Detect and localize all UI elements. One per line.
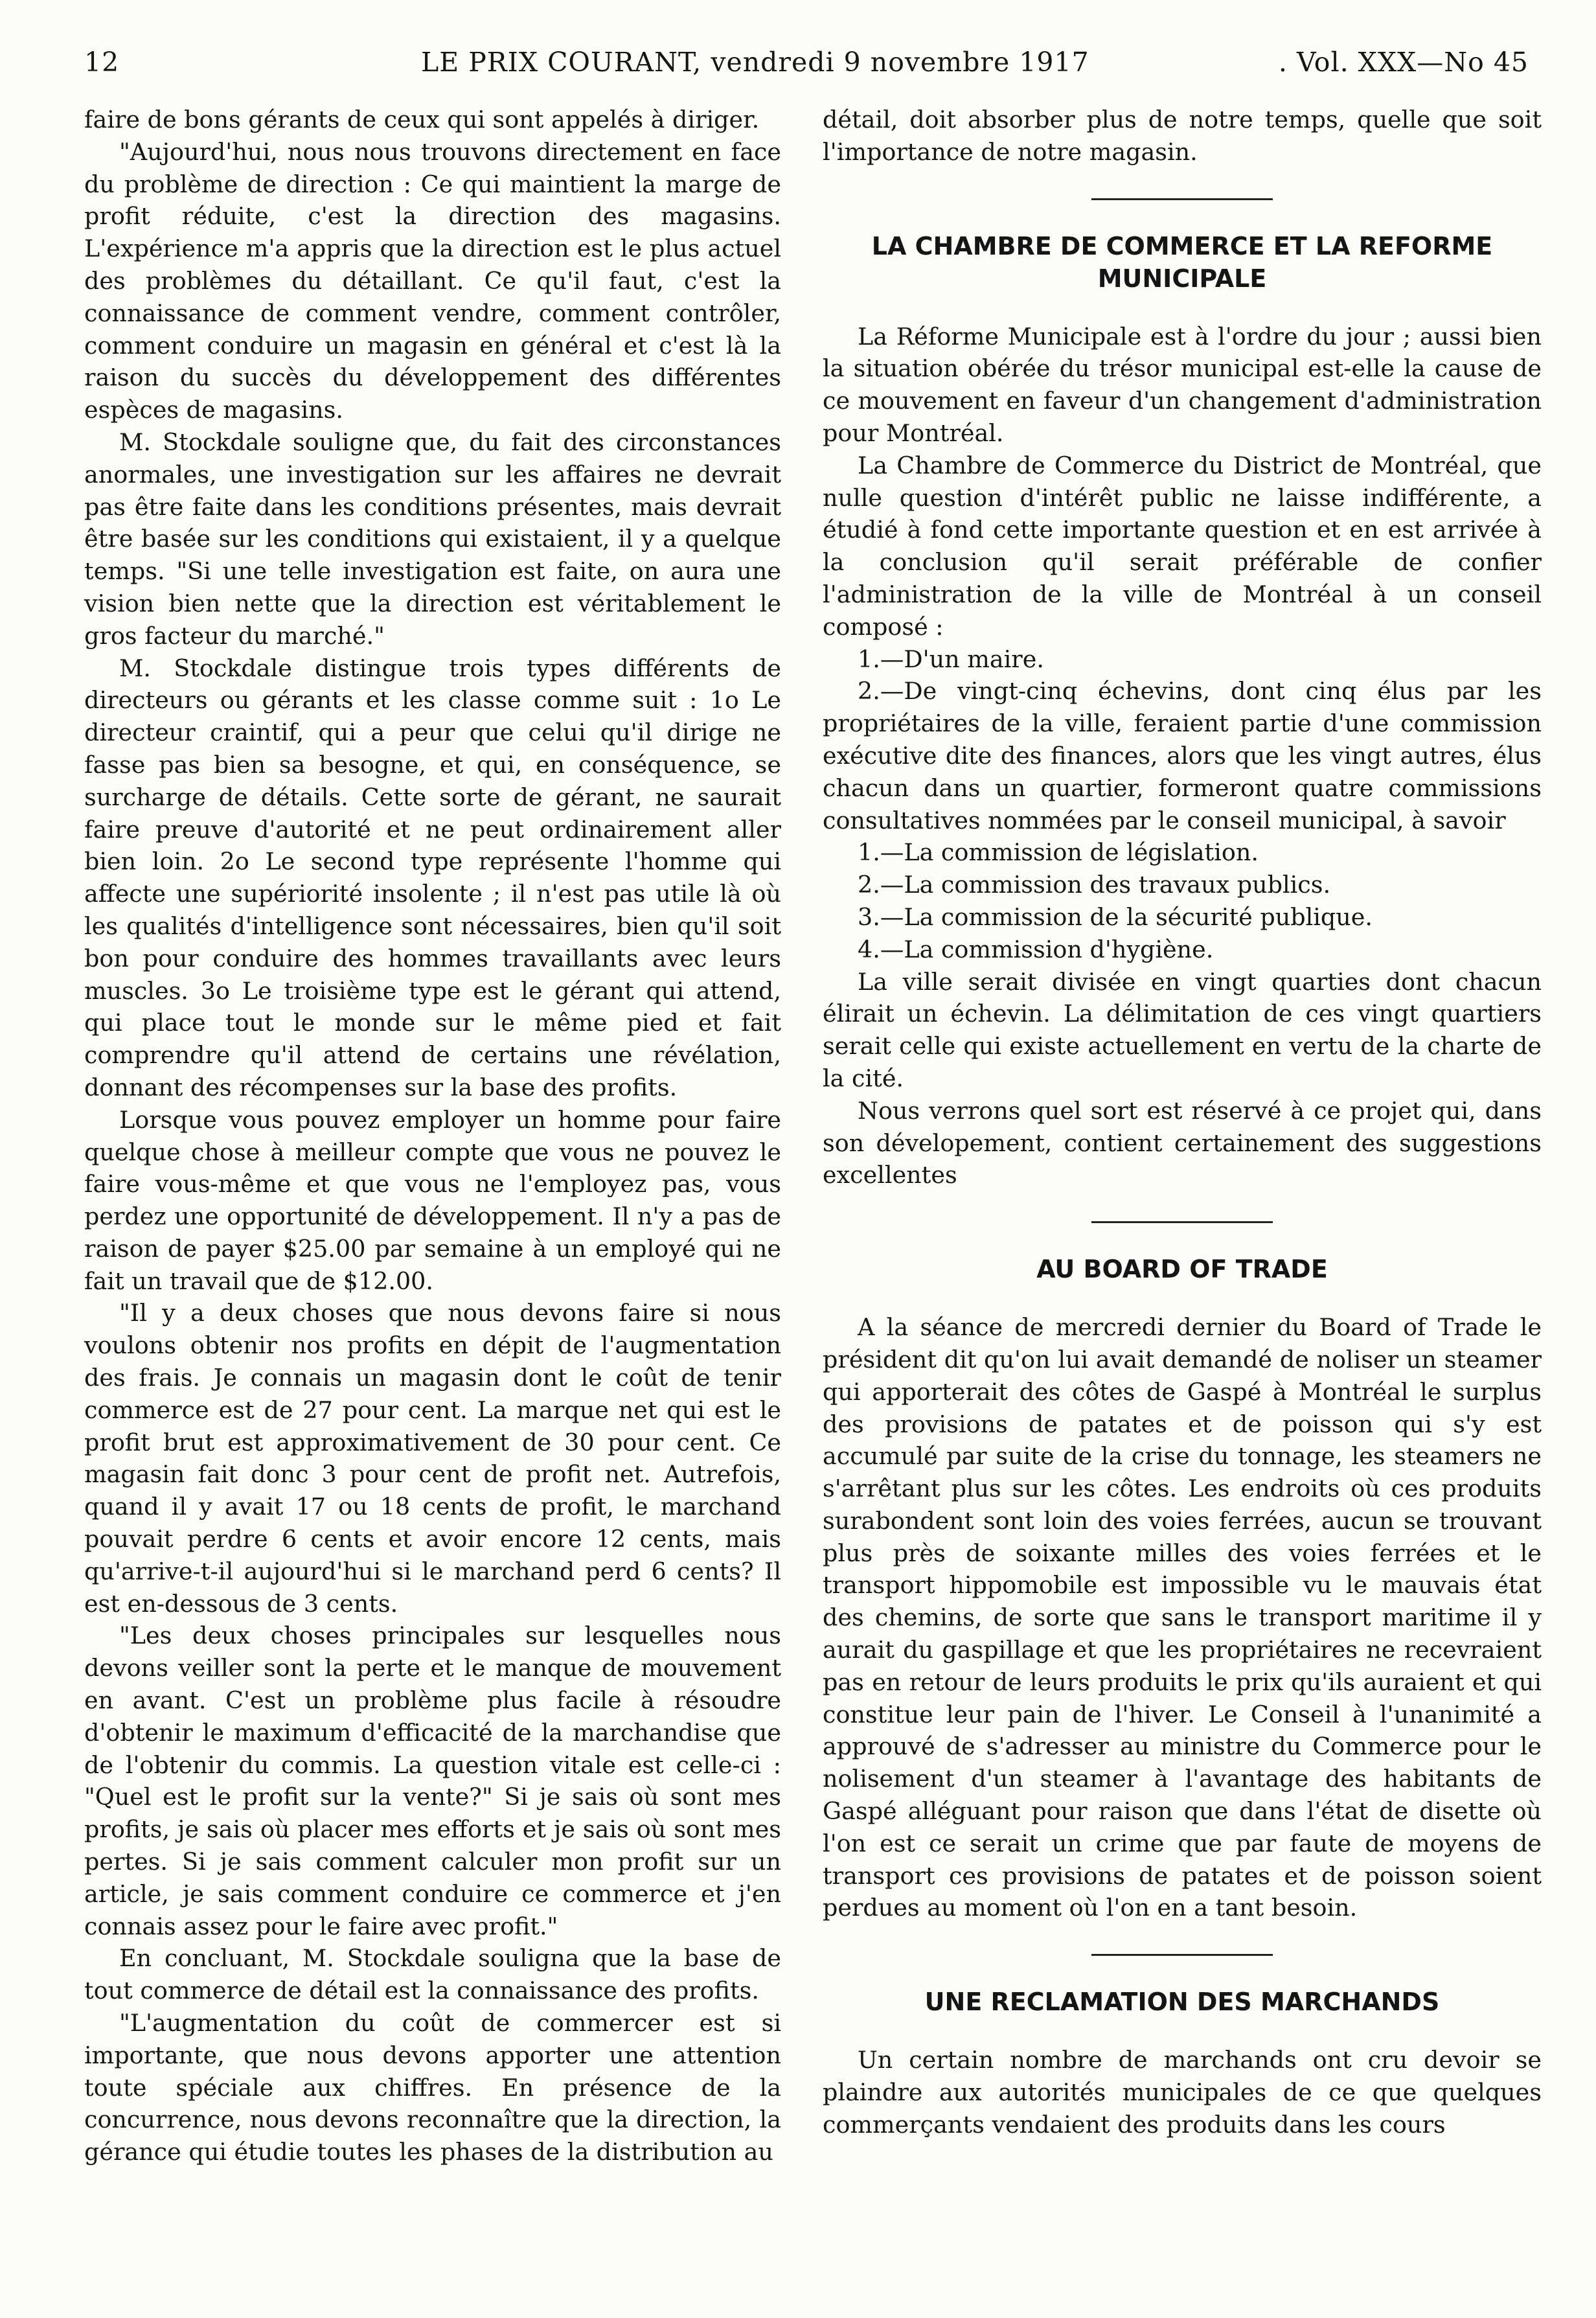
volume-number: . Vol. XXX—No 45 xyxy=(1278,47,1529,78)
running-title: LE PRIX COURANT, vendredi 9 novembre 1917 xyxy=(421,47,1089,78)
paragraph: "Les deux choses principales sur lesquelles nous devons veiller sont la perte et le manque de mouvement en avant. C'est un problème plus facile à résoudre d'obtenir le maximum d'efficacité de la marchandise que de l'obtenir du commis. La question vitale est celle-ci : "Quel est le profit sur la vente?" Si je sais où sont mes profits, je sais où placer mes efforts et je sais où sont mes pertes. Si je sais comment calculer mon profit sur un article, je sais comment conduire ce commerce et j'en connais assez pour le faire avec profit." xyxy=(84,1622,781,1940)
section-divider xyxy=(1091,1221,1273,1223)
section-reclamation-marchands xyxy=(823,1986,1542,2140)
paragraph: M. Stockdale souligne que, du fait des circonstances anormales, une investigation sur les affaires ne devrait pas être faite dans les conditions présentes, mais devrait être basée sur les conditions qui existaient, il y a quelque temps. "Si une telle investigation est faite, on aura une vision bien nette que la direction est véritablement le gros facteur du marché." xyxy=(84,428,781,650)
section-divider xyxy=(1091,1954,1273,1956)
paragraph: "Il y a deux choses que nous devons faire si nous voulons obtenir nos profits en dépit de l'augmentation des frais. Je connais un magasin dont le coût de tenir commerce est de 27 pour cent. La marque net qui est le profit brut est approximativement de 30 pour cent. Ce magasin fait donc 3 pour cent de profit net. Autrefois, quand il y avait 17 ou 18 cents de profit, le marchand pouvait perdre 6 cents et avoir encore 12 cents, mais qu'arrive-t-il aujourd'hui si le marchand perd 6 cents? Il est en-dessous de 3 cents. xyxy=(84,1299,781,1618)
paragraph: La ville serait divisée en vingt quarties dont chacun élirait un échevin. La délimitation de ces vingt quartiers serait celle qui existe actuellement en vertu de la charte de la cité. xyxy=(823,967,1542,1092)
section-board-of-trade xyxy=(823,1253,1542,1924)
left-column xyxy=(84,104,781,2168)
section-heading: AU BOARD OF TRADE xyxy=(1036,1255,1328,1284)
paragraph: faire de bons gérants de ceux qui sont appelés à diriger. xyxy=(84,106,760,133)
list-item: 1.—La commission de législation. xyxy=(858,838,1259,867)
paragraph: La Réforme Municipale est à l'ordre du jour ; aussi bien la situation obérée du trésor municipal est-elle la cause de ce mouvement en faveur d'un changement d'administration pour Montréal. xyxy=(823,322,1542,447)
section-chambre-commerce xyxy=(823,230,1542,1192)
list-item: 3.—La commission de la sécurité publique. xyxy=(858,902,1373,931)
paragraph: Nous verrons quel sort est réservé à ce projet qui, dans son dévelopement, contient certainement des suggestions excellentes xyxy=(823,1096,1542,1189)
paragraph: M. Stockdale distingue trois types différents de directeurs ou gérants et les classe comme suit : 1o Le directeur craintif, qui a peur que celui qu'il dirige ne fasse pas bien sa besogne, et qui, en conséquence, se surcharge de détails. Cette sorte de gérant, ne saurait faire preuve d'autorité et ne peut ordinairement aller bien loin. 2o Le second type représente l'homme qui affecte une supériorité insolente ; il n'est pas utile là où les qualités d'intelligence sont nécessaires, bien qu'il soit bon pour conduire des hommes travaillants avec leurs muscles. 3o Le troisième type est le gérant qui attend, qui place tout le monde sur le même pied et fait comprendre qu'il attend de certains une révélation, donnant des récompenses sur la base des profits. xyxy=(84,654,781,1101)
section-heading: UNE RECLAMATION DES MARCHANDS xyxy=(924,1988,1440,2017)
paragraph: Un certain nombre de marchands ont cru devoir se plaindre aux autorités municipales de ce que quelques commerçants vendaient des produits dans les cours xyxy=(823,2046,1542,2139)
section-divider xyxy=(1091,198,1273,200)
paragraph: Lorsque vous pouvez employer un homme pour faire quelque chose à meilleur compte que vous ne pouvez le faire vous-même et que vous ne l'employez pas, vous perdez une opportunité de développement. Il n'y a pas de raison de payer $25.00 par semaine à un employé qui ne fait un travail que de $12.00. xyxy=(84,1105,781,1295)
list-item: 2.—De vingt-cinq échevins, dont cinq élus par les propriétaires de la ville, feraient partie d'une commission exécutive dite des finances, alors que les vingt autres, élus chacun dans un quartier, formeront quatre commissions consultatives nommées par le conseil municipal, à savoir xyxy=(823,677,1542,834)
section-heading: LA CHAMBRE DE COMMERCE ET LA REFORME MUNICIPALE xyxy=(871,231,1493,293)
paragraph: La Chambre de Commerce du District de Montréal, que nulle question d'intérêt public ne laisse indifférente, a étudié à fond cette importante question et en est arrivée à la conclusion qu'il serait préférable de confier l'administration de la ville de Montréal à un conseil composé : xyxy=(823,451,1542,641)
page-header xyxy=(84,47,1529,79)
paragraph: En concluant, M. Stockdale souligna que la base de tout commerce de détail est la connaissance des profits. xyxy=(84,1944,781,2005)
paragraph: "L'augmentation du coût de commercer est si importante, que nous devons apporter une attention toute spéciale aux chiffres. En présence de la concurrence, nous devons reconnaître que la direction, la gérance qui étudie toutes les phases de la distribution au xyxy=(84,2009,781,2166)
paragraph: A la séance de mercredi dernier du Board of Trade le président dit qu'on lui avait demandé de noliser un steamer qui apporterait des côtes de Gaspé à Montréal le surplus des provisions de patates et de poisson qui s'y est accumulé par suite de la crise du tonnage, les steamers ne s'arrêtant plus sur les côtes. Les endroits où ces produits surabondent sont loin des voies ferrées, aucun se trouvant plus près de soixante milles des voies ferrées et le transport hippomobile est impossible vu le mauvais état des chemins, de sorte que sans le transport maritime il y aurait du gaspillage et que les propriétaires ne recevraient pas en retour de leurs produits le prix qu'ils auraient et qui constitue leur pain de l'hiver. Le Conseil à l'unanimité a approuvé de s'adresser au ministre du Commerce pour le nolisement d'un steamer à l'avantage des habitants de Gaspé alléguant pour raison que dans l'état de disette où l'on est ce serait un crime que par faute de moyens de transport ces provisions de patates et de poisson soient perdues au moment où l'on en a tant besoin. xyxy=(823,1313,1542,1922)
page-number: 12 xyxy=(84,47,120,78)
paragraph: détail, doit absorber plus de notre temps, quelle que soit l'importance de notre magasin. xyxy=(823,106,1542,166)
list-item: 4.—La commission d'hygiène. xyxy=(858,935,1214,963)
list-item: 2.—La commission des travaux publics. xyxy=(858,871,1331,899)
right-column xyxy=(823,104,1542,2141)
list-item: 1.—D'un maire. xyxy=(858,645,1044,673)
paragraph: "Aujourd'hui, nous nous trouvons directement en face du problème de direction : Ce qui maintient la marge de profit réduite, c'est la direction des magasins. L'expérience m'a appris que la direction est le plus actuel des problèmes du détaillant. Ce qu'il faut, c'est la connaissance de comment vendre, comment contrôler, comment conduire un magasin en général et c'est là la raison du succès du développement des différentes espèces de magasins. xyxy=(84,137,781,424)
